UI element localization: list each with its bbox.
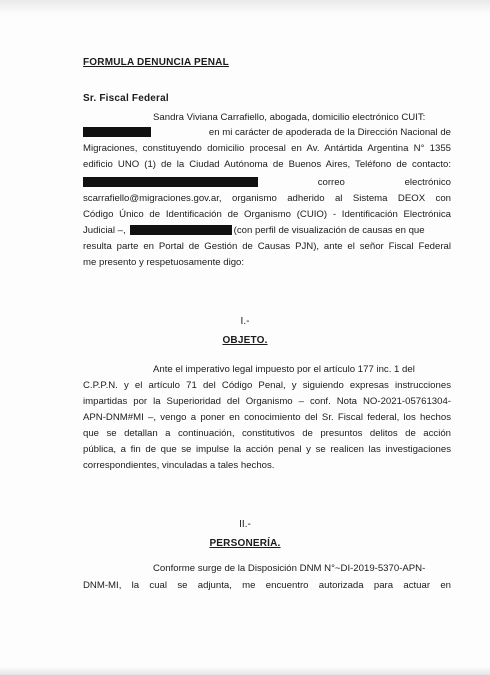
- section-1-title: OBJETO.: [222, 335, 268, 346]
- objeto-line-4: [83, 412, 451, 423]
- intro-text-2: en mi carácter de apoderada de la Dirección Nacional de: [208, 127, 451, 138]
- intro-text-6: scarrafiello@migraciones.gov.ar, organismo adherido al Sistema DEOX con: [83, 193, 451, 204]
- redaction-block: [83, 127, 151, 137]
- scan-shadow-top: [0, 0, 490, 14]
- intro-line-1: [83, 112, 451, 123]
- personeria-text-2: DNM-MI, la cual se adjunta, me encuentro autorizada para actuar en: [83, 580, 451, 591]
- objeto-text-7: correspondientes, vinculadas a tales hechos.: [83, 460, 275, 471]
- intro-line-8: [83, 225, 451, 236]
- objeto-line-3: [83, 396, 451, 407]
- objeto-text-3: impartidas por la Superioridad del Organismo – conf. Nota NO-2021-05761304-: [83, 396, 451, 407]
- objeto-line-1: [83, 364, 451, 375]
- objeto-line-7: [83, 460, 451, 471]
- objeto-text-4: APN-DNM#MI –, vengo a poner en conocimiento del Sr. Fiscal federal, los hechos: [83, 412, 451, 423]
- objeto-text-6: pública, a fin de que se impulse la acción penal y se realicen las investigaciones: [83, 444, 451, 455]
- document-title: FORMULA DENUNCIA PENAL: [83, 57, 229, 68]
- intro-text-10: me presento y respetuosamente digo:: [83, 257, 245, 268]
- intro-line-10: [83, 257, 451, 268]
- personeria-text-1: Conforme surge de la Disposición DNM N°~DI-2019-5370-APN-: [153, 563, 426, 574]
- intro-text-1: Sandra Viviana Carrafiello, abogada, domicilio electrónico CUIT:: [153, 112, 426, 123]
- intro-text-5a: correo: [317, 177, 345, 188]
- objeto-line-2: [83, 380, 451, 391]
- section-2-number: II.-: [239, 519, 251, 530]
- intro-line-7: [83, 209, 451, 220]
- intro-text-9: resulta parte en Portal de Gestión de Causas PJN), ante el señor Fiscal Federal: [83, 241, 451, 252]
- intro-line-6: [83, 193, 451, 204]
- intro-line-4: [83, 159, 451, 170]
- intro-text-4: edificio UNO (1) de la Ciudad Autónoma de Buenos Aires, Teléfono de contacto:: [83, 159, 451, 170]
- intro-line-2: [83, 127, 451, 138]
- personeria-line-1: [83, 563, 451, 574]
- addressee: Sr. Fiscal Federal: [83, 93, 169, 104]
- personeria-line-2: [83, 580, 451, 591]
- objeto-line-6: [83, 444, 451, 455]
- section-1-number: I.-: [240, 316, 250, 327]
- intro-text-8b: (con perfil de visualización de causas en que: [233, 225, 425, 236]
- scan-shadow-bottom: [0, 667, 490, 675]
- redaction-block: [83, 177, 258, 187]
- intro-line-9: [83, 241, 451, 252]
- intro-line-5: [83, 177, 451, 188]
- intro-text-3: Migraciones, constituyendo domicilio procesal en Av. Antártida Argentina N° 1355: [83, 143, 451, 154]
- intro-line-3: [83, 143, 451, 154]
- objeto-text-5: que se detallan a continuación, constitutivos de presuntos delitos de acción: [83, 428, 451, 439]
- objeto-line-5: [83, 428, 451, 439]
- objeto-text-1: Ante el imperativo legal impuesto por el artículo 177 inc. 1 del: [153, 364, 415, 375]
- objeto-text-2: C.P.P.N. y el artículo 71 del Código Penal, y siguiendo expresas instrucciones: [83, 380, 451, 391]
- intro-text-8a: Judicial –,: [83, 225, 126, 236]
- intro-text-5b: electrónico: [404, 177, 451, 188]
- redaction-block: [130, 225, 232, 235]
- intro-text-7: Código Único de Identificación de Organismo (CUIO) - Identificación Electrónica: [83, 209, 451, 220]
- section-2-title: PERSONERÍA.: [209, 538, 281, 549]
